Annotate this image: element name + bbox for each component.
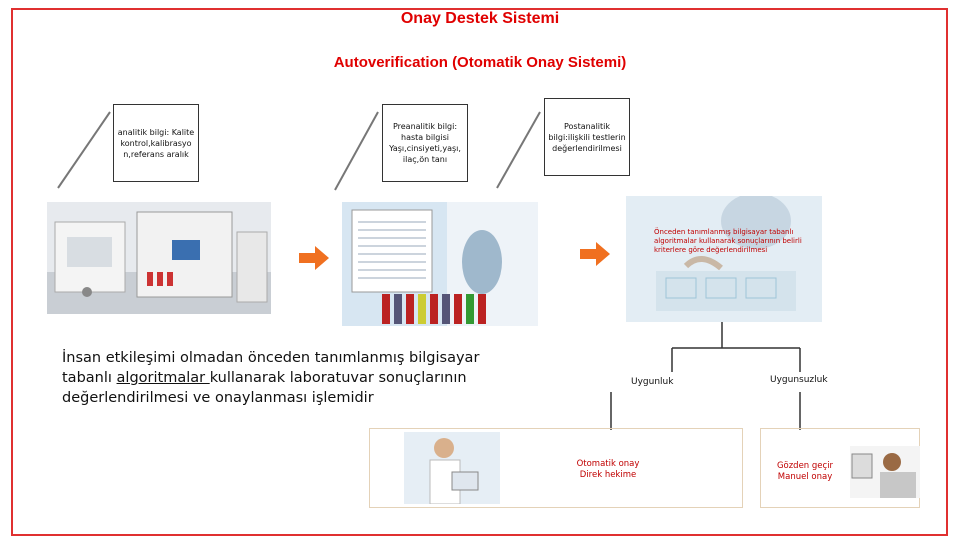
branch-suitable: Uygunluk <box>631 377 674 387</box>
postanalytic-info-text: Postanalitik bilgi:ilişkili testlerin değerlendirilmesi <box>548 121 626 153</box>
definition-underlined: algoritmalar <box>116 370 210 386</box>
definition-text <box>62 348 532 408</box>
reviewer-computer-photo <box>850 446 920 498</box>
branch-unsuitable: Uygunsuzluk <box>770 375 828 385</box>
manual-approval-line-2: Manuel onay <box>777 472 833 482</box>
auto-approval-line-1: Otomatik onay <box>576 459 640 469</box>
definition-part-1: İnsan etkileşimi olmadan önceden tanımlanmış bilgisayar tabanlı <box>62 350 480 386</box>
arrow-right-icon-2 <box>580 242 610 266</box>
manual-approval-line-1: Gözden geçir <box>776 461 834 471</box>
overlay-description: Önceden tanımlanmış bilgisayar tabanlı algoritmalar kullanarak sonuçlarının belirli kriterlere göre değerlendirilmesi <box>654 228 802 254</box>
doctor-tablet-photo <box>404 432 500 504</box>
slide-title: Onay Destek Sistemi <box>400 10 560 27</box>
auto-approval-label <box>560 459 656 481</box>
manual-approval-label <box>760 461 850 483</box>
preanalytic-info-text: Preanalitik bilgi: hasta bilgisi Yaşı,cinsiyeti,yaşı, ilaç,ön tanı <box>389 122 461 164</box>
lab-analyzer-photo <box>47 202 271 314</box>
arrow-right-icon-1 <box>299 246 329 270</box>
analytic-info-text: analitik bilgi: Kalite kontrol,kalibrasyo n,referans aralık <box>117 127 195 159</box>
digital-touch-photo <box>626 196 822 322</box>
slide-subtitle: Autoverification (Otomatik Onay Sistemi) <box>333 54 627 71</box>
definition-part-2: kullanarak laboratuvar sonuçlarının değerlendirilmesi ve onaylanması işlemidir <box>62 370 467 406</box>
auto-approval-line-2: Direk hekime <box>579 470 637 480</box>
requisition-form-photo <box>342 202 538 326</box>
